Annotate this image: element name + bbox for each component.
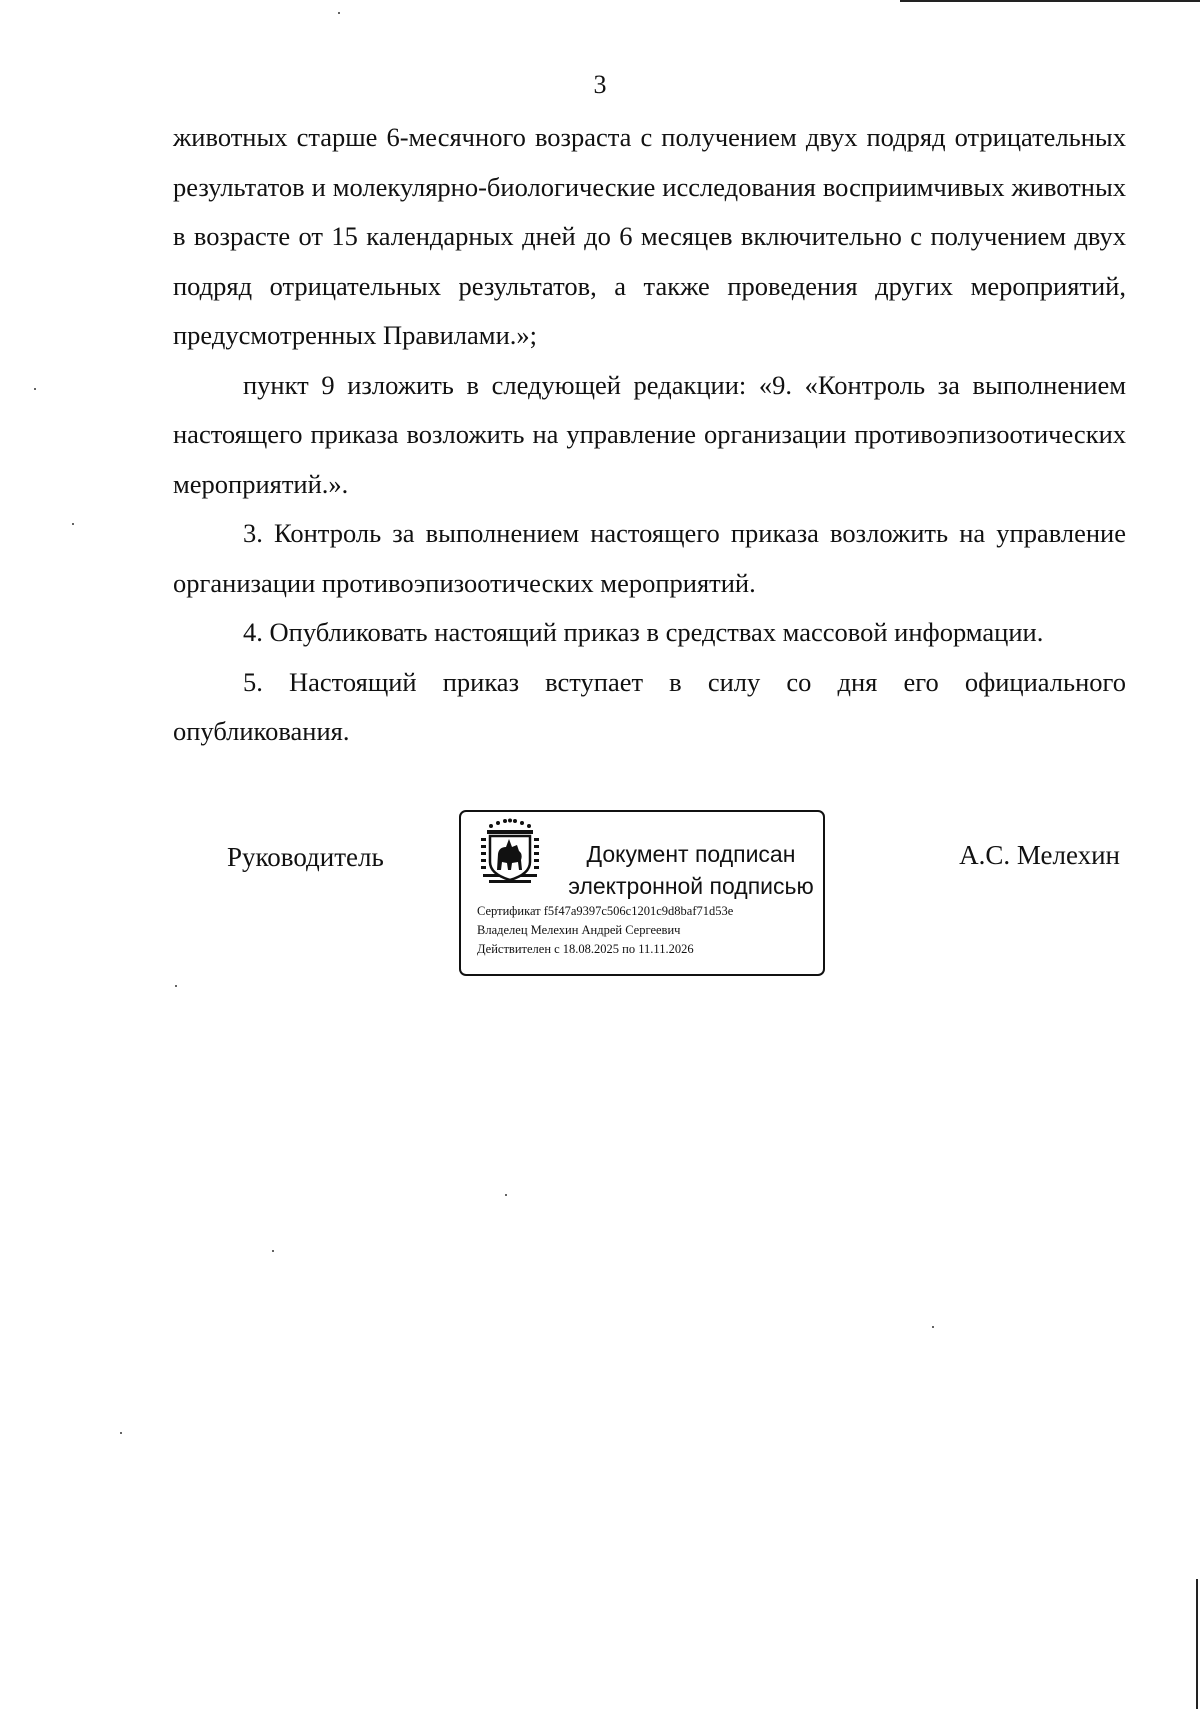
- scan-speck: [72, 523, 74, 525]
- scan-speck: [932, 1326, 934, 1328]
- paragraph-item-3: 3. Контроль за выполнением настоящего приказа возложить на управление организации противоэпизоотических мероприятий.: [173, 518, 1126, 598]
- stamp-heading: [566, 838, 816, 902]
- paragraph-item-9-amendment: пункт 9 изложить в следующей редакции: «9. «Контроль за выполнением настоящего приказа возложить на управление организации противоэпизоотических мероприятий.».: [173, 369, 1126, 499]
- stamp-details: [477, 902, 733, 959]
- scan-speck: [34, 388, 36, 390]
- signer-name: А.С. Мелехин: [959, 840, 1120, 870]
- paragraph-item-4: 4. Опубликовать настоящий приказ в средствах массовой информации.: [243, 617, 1044, 647]
- scan-speck: [272, 1250, 274, 1252]
- stamp-owner: Владелец Мелехин Андрей Сергеевич: [477, 923, 681, 937]
- scan-edge-right: [1196, 1579, 1198, 1709]
- stamp-heading-line: Документ подписан: [586, 841, 796, 867]
- paragraph-continuation: животных старше 6-месячного возраста с получением двух подряд отрицательных результатов и молекулярно-биологические исследования восприимчивых животных в возрасте от 15 календарных дней до 6 месяцев включительно с получением двух подряд отрицательных результатов, а также проведения других мероприятий, предусмотренных Правилами.»;: [173, 122, 1126, 350]
- scan-speck: [120, 1432, 122, 1434]
- scan-edge-top: [900, 0, 1200, 2]
- scan-speck: [505, 1194, 507, 1196]
- signer-title: Руководитель: [227, 842, 384, 872]
- signature-block: [0, 810, 1200, 990]
- stamp-validity: Действителен с 18.08.2025 по 11.11.2026: [477, 942, 694, 956]
- document-body: [173, 113, 1126, 757]
- coat-of-arms-icon: [479, 818, 541, 888]
- paragraph-item-5: 5. Настоящий приказ вступает в силу со дня его официального опубликования.: [173, 666, 1126, 746]
- scan-speck: [338, 12, 340, 14]
- electronic-signature-stamp: [459, 810, 825, 976]
- stamp-heading-line: электронной подписью: [568, 873, 814, 899]
- page-number: 3: [593, 70, 607, 99]
- stamp-certificate: Сертификат f5f47a9397c506c1201c9d8baf71d53e: [477, 904, 734, 918]
